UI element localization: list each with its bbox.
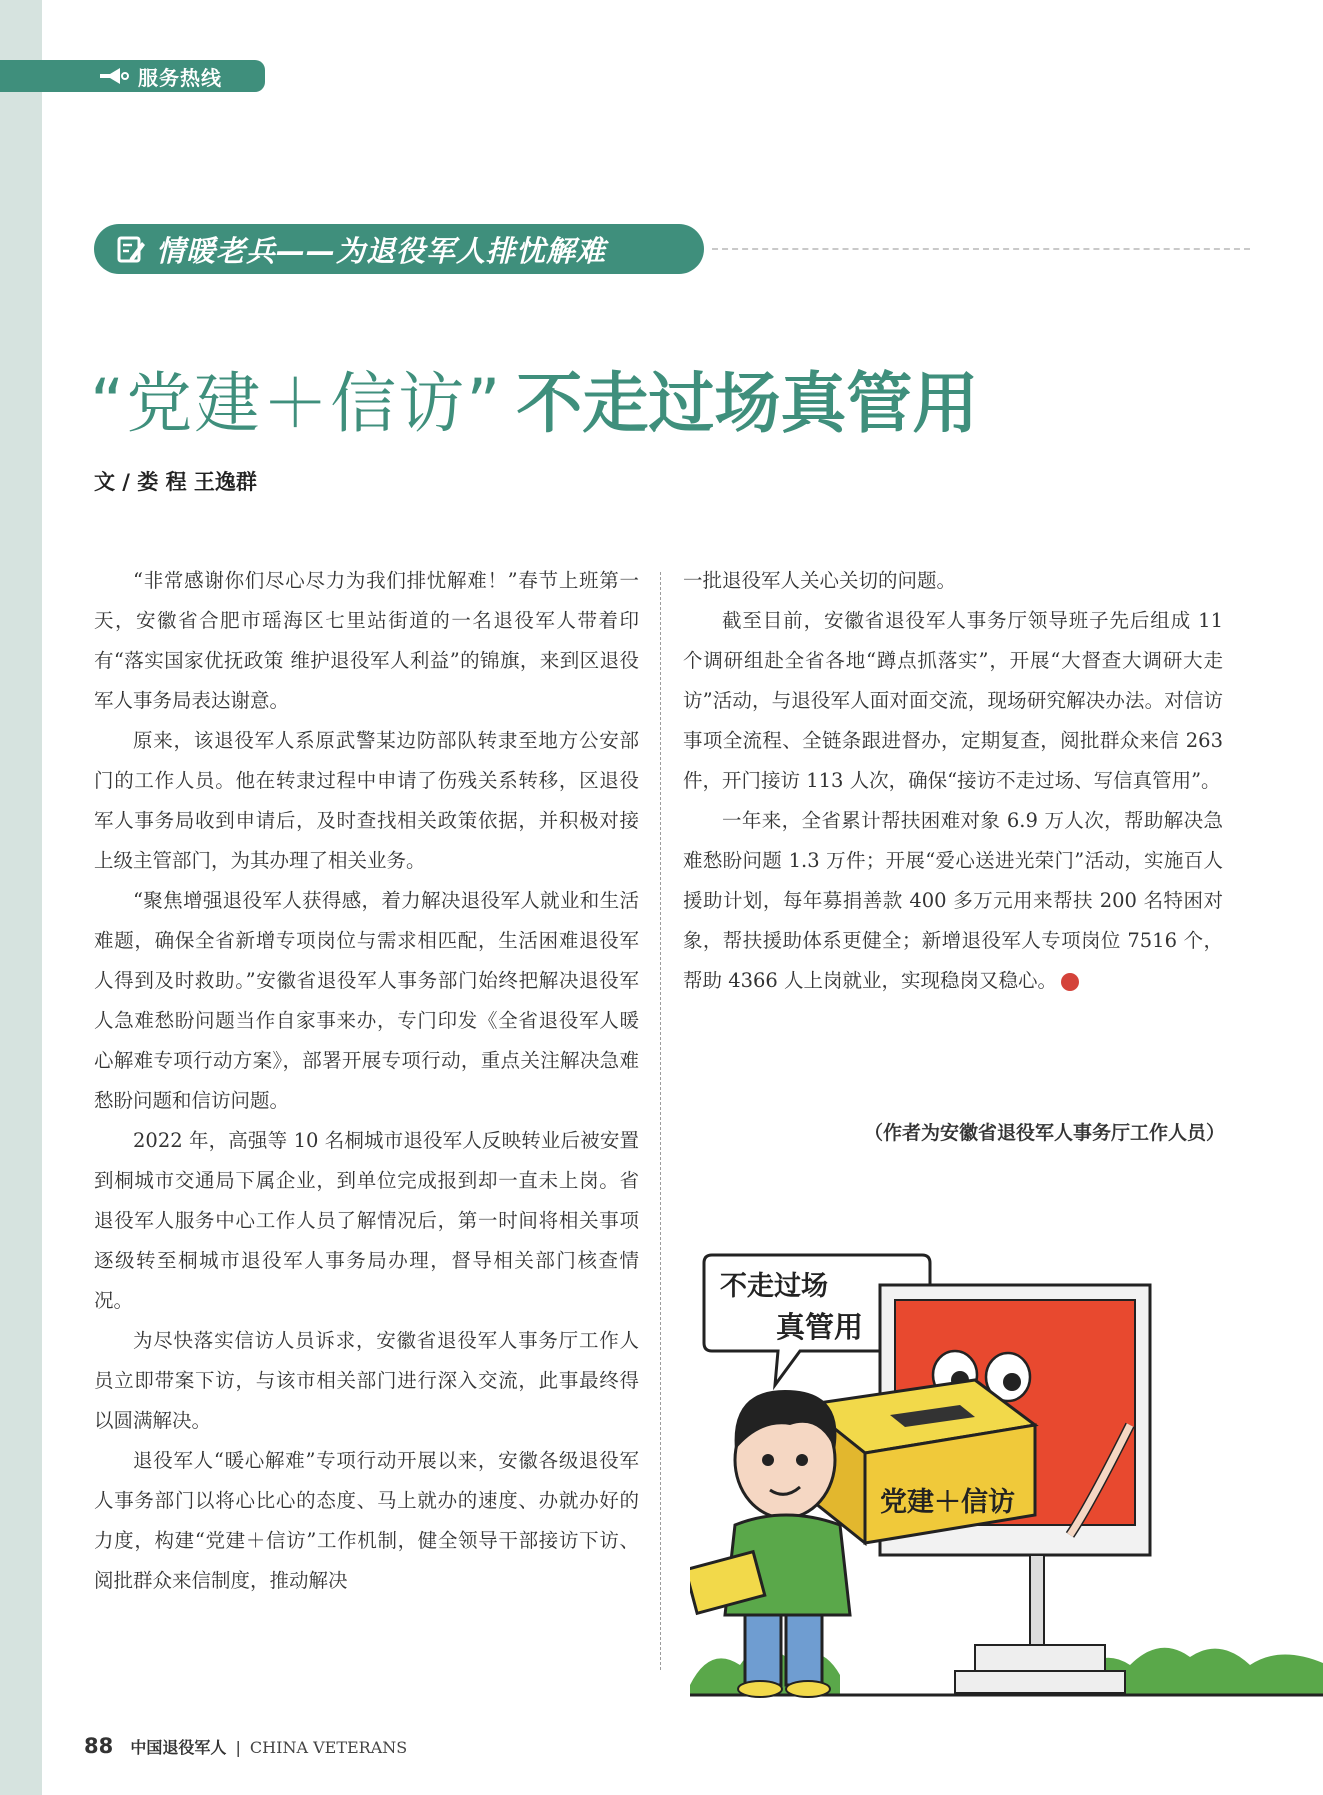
speech-line-2: 真管用 [776,1310,864,1344]
magazine-name-cn: 中国退役军人 [130,1738,227,1757]
page-number: 88 [84,1734,114,1758]
edit-note-icon [116,234,146,264]
banner-dashed-rule [712,248,1250,250]
paragraph-continuation: 一批退役军人关心关切的问题。 [683,569,957,592]
author-note: （作者为安徽省退役军人事务厅工作人员） [863,1122,1225,1144]
paragraph: 为尽快落实信访人员诉求，安徽省退役军人事务厅工作人员立即带案下访，与该市相关部门进行深入交流，此事最终得以圆满解决。 [94,1329,639,1432]
paragraph-text: 一年来，全省累计帮扶困难对象 6.9 万人次，帮助解决急难愁盼问题 1.3 万件；开展“爱心送进光荣门”活动，实施百人援助计划，每年募捐善款 400 多万元用来帮扶 200 名特困对象，帮扶援助体系更健全；新增退役军人专项岗位 7516 个，帮助 4366 人上岗就业，实现稳岗又稳心。 [683,809,1223,992]
paragraph: 退役军人“暖心解难”专项行动开展以来，安徽各级退役军人事务部门以将心比心的态度、马上就办的速度、办就办好的力度，构建“党建＋信访”工作机制，健全领导干部接访下访、阅批群众来信制度，推动解决 [94,1449,639,1592]
section-label: 服务热线 [138,65,222,90]
paragraph: “非常感谢你们尽心尽力为我们排忧解难！”春节上班第一天，安徽省合肥市瑶海区七里站街道的一名退役军人带着印有“落实国家优抚政策 维护退役军人利益”的锦旗，来到区退役军人事务局表达谢意。 [94,569,639,712]
article-headline [90,350,978,440]
right-column [683,561,1223,1001]
speech-line-1: 不走过场 [720,1271,828,1302]
paragraph: 原来，该退役军人系原武警某边防部队转隶至地方公安部门的工作人员。他在转隶过程中申请了伤残关系转移，区退役军人事务局收到申请后，及时查找相关政策依据，并积极对接上级主管部门，为其办理了相关业务。 [94,729,639,872]
left-margin-band [0,0,42,1795]
left-column [94,561,639,1601]
paragraph: “聚焦增强退役军人获得感，着力解决退役军人就业和生活难题，确保全省新增专项岗位与需求相匹配，生活困难退役军人得到及时救助。”安徽省退役军人事务部门始终把解决退役军人急难愁盼问题当作自家事来办，专门印发《全省退役军人暖心解难专项行动方案》，部署开展专项行动，重点关注解决急难愁盼问题和信访问题。 [94,889,639,1112]
headline-part-a: “党建＋信访” [90,365,503,442]
footer-separator: | [235,1738,241,1757]
column-banner-label: 情暖老兵——为退役军人排忧解难 [156,233,607,268]
column-banner [94,224,704,274]
box-label: 党建＋信访 [880,1487,1015,1518]
cartoon-illustration [690,1225,1323,1705]
page-footer [84,1734,407,1758]
byline: 文 / 娄 程 王逸群 [94,470,257,494]
column-divider [660,572,661,1670]
paragraph: 2022 年，高强等 10 名桐城市退役军人反映转业后被安置到桐城市交通局下属企业，到单位完成报到却一直未上岗。省退役军人服务中心工作人员了解情况后，第一时间将相关事项逐级转至桐城市退役军人事务局办理，督导相关部门核查情况。 [94,1129,639,1312]
section-tab [0,60,265,92]
paragraph: 截至目前，安徽省退役军人事务厅领导班子先后组成 11 个调研组赴全省各地“蹲点抓落实”，开展“大督查大调研大走访”活动，与退役军人面对面交流，现场研究解决办法。对信访事项全流程、全链条跟进督办，定期复查，阅批群众来信 263 件，开门接访 113 人次，确保“接访不走过场、写信真管用”。 [683,609,1223,792]
headline-part-b: 不走过场真管用 [516,365,979,442]
megaphone-icon [98,66,130,86]
magazine-name-en: CHINA VETERANS [249,1738,408,1757]
paragraph [683,801,1223,1001]
end-mark-icon: V [1061,973,1079,991]
